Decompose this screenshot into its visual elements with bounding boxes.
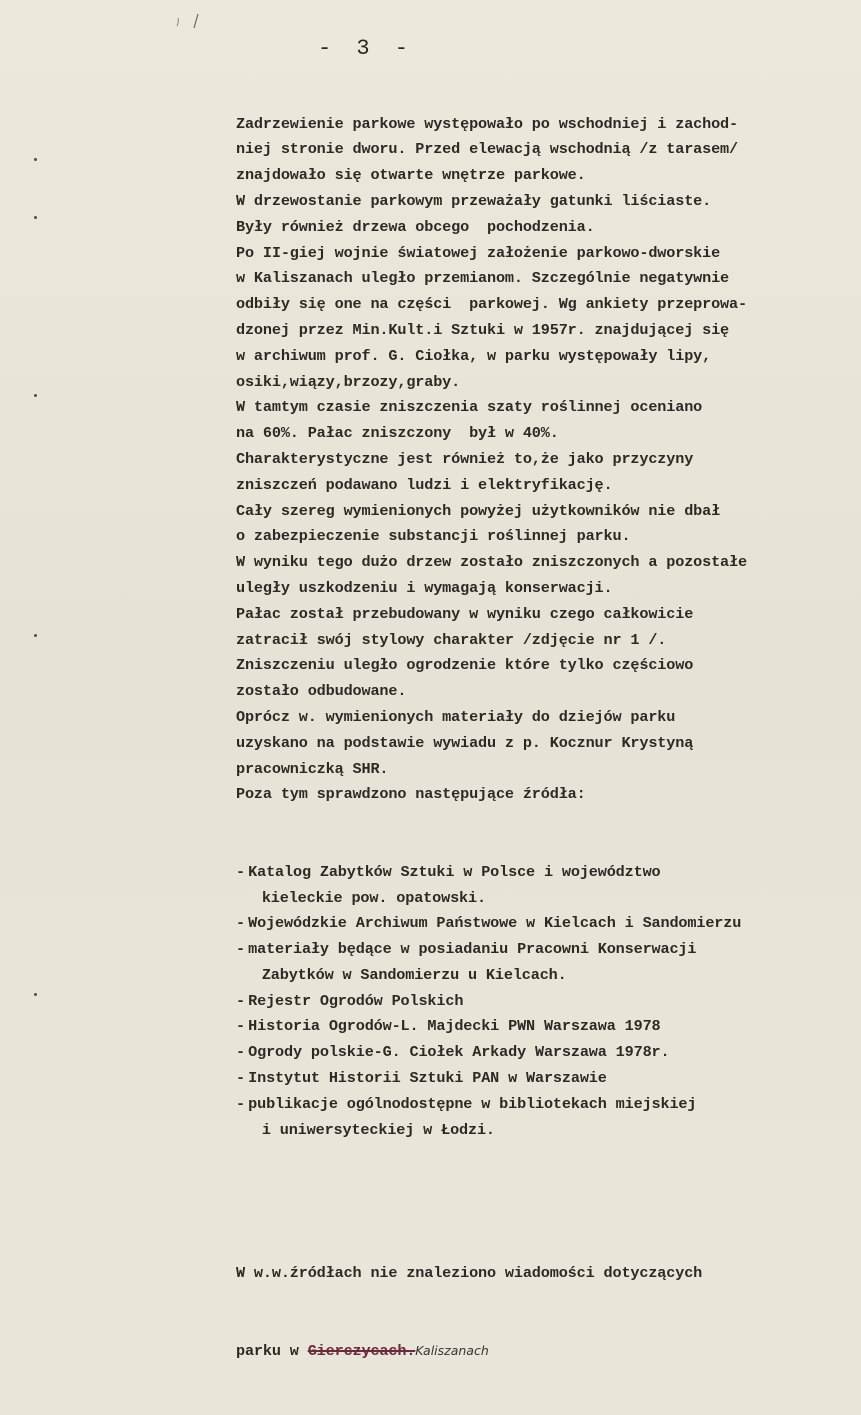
source-item	[236, 989, 846, 1015]
list-dash: -	[236, 862, 245, 881]
margin-dot	[34, 993, 37, 996]
pencil-mark-icon	[174, 12, 200, 34]
text-line: w archiwum prof. G. Ciołka, w parku występowały lipy,	[236, 346, 712, 365]
text-line: W drzewostanie parkowym przeważały gatunki liściaste.	[236, 191, 712, 210]
source-item	[236, 1092, 846, 1118]
source-text: publikacje ogólnodostępne w bibliotekach miejskiej	[248, 1094, 697, 1113]
list-dash: -	[236, 1043, 245, 1062]
typed-body	[236, 60, 846, 1415]
source-continuation	[236, 886, 846, 912]
source-text: materiały będące w posiadaniu Pracowni Konserwacji	[248, 940, 697, 959]
text-line: Zniszczeniu uległo ogrodzenie które tylko częściowo	[236, 656, 694, 675]
text-line: Charakterystyczne jest również to,że jako przyczyny	[236, 449, 694, 468]
source-text: Historia Ogrodów-L. Majdecki PWN Warszawa 1978	[248, 1017, 661, 1036]
text-line: zostało odbudowane.	[236, 682, 407, 701]
text-line: odbiły się one na części parkowej. Wg ankiety przeprowa-	[236, 295, 747, 314]
list-dash: -	[236, 1094, 245, 1113]
margin-dot	[34, 216, 37, 219]
source-continuation	[236, 1118, 846, 1144]
struck-place-name: Gierczycach.	[307, 1342, 416, 1361]
source-text: Wojewódzkie Archiwum Państwowe w Kielcach i Sandomierzu	[248, 914, 742, 933]
source-text: Rejestr Ogrodów Polskich	[248, 991, 464, 1010]
margin-dot	[34, 634, 37, 637]
handwritten-correction: Kaliszanach	[415, 1343, 489, 1359]
sources-list	[236, 860, 846, 1144]
margin-dot	[34, 394, 37, 397]
text-line: W wyniku tego dużo drzew zostało zniszczonych a pozostałe	[236, 553, 747, 572]
text-line: Pałac został przebudowany w wyniku czego całkowicie	[236, 604, 694, 623]
text-line: uzyskano na podstawie wywiadu z p. Kocznur Krystyną	[236, 733, 694, 752]
source-text: Instytut Historii Sztuki PAN w Warszawie	[248, 1069, 607, 1088]
source-item	[236, 1040, 846, 1066]
text-line: Poza tym sprawdzono następujące źródła:	[236, 785, 586, 804]
source-item	[236, 1066, 846, 1092]
text-line: zniszczeń podawano ludzi i elektryfikację.	[236, 475, 613, 494]
main-paragraph	[236, 112, 846, 809]
text-line: uległy uszkodzeniu i wymagają konserwacji.	[236, 578, 613, 597]
closing-line-2	[236, 1338, 846, 1364]
text-line: dzonej przez Min.Kult.i Sztuki w 1957r. znajdującej się	[236, 320, 730, 339]
closing-line-1: W w.w.źródłach nie znaleziono wiadomości dotyczących	[236, 1263, 703, 1282]
source-continuation-text: Zabytków w Sandomierzu u Kielcach.	[261, 965, 567, 984]
source-text: Katalog Zabytków Sztuki w Polsce i województwo	[248, 862, 661, 881]
text-line: zatracił swój stylowy charakter /zdjęcie nr 1 /.	[236, 630, 667, 649]
text-line: pracowniczką SHR.	[236, 759, 389, 778]
text-line: Cały szereg wymienionych powyżej użytkowników nie dbał	[236, 501, 721, 520]
source-item	[236, 860, 846, 886]
text-line: W tamtym czasie zniszczenia szaty roślinnej oceniano	[236, 398, 703, 417]
text-line: Oprócz w. wymienionych materiały do dziejów parku	[236, 707, 676, 726]
list-dash: -	[236, 991, 245, 1010]
source-text: Ogrody polskie-G. Ciołek Arkady Warszawa 1978r.	[248, 1043, 670, 1062]
text-line: niej stronie dworu. Przed elewacją wschodnią /z tarasem/	[236, 140, 738, 159]
list-dash: -	[236, 1069, 245, 1088]
source-item	[236, 937, 846, 963]
list-dash: -	[236, 940, 245, 959]
source-item	[236, 1014, 846, 1040]
source-item	[236, 911, 846, 937]
source-continuation-text: kieleckie pow. opatowski.	[261, 888, 486, 907]
text-line: Zadrzewienie parkowe występowało po wschodniej i zachod-	[236, 114, 738, 133]
source-continuation	[236, 963, 846, 989]
closing-prefix: parku w	[236, 1342, 308, 1361]
page-number: - 3 -	[318, 36, 415, 61]
text-line: znajdowało się otwarte wnętrze parkowe.	[236, 166, 586, 185]
source-continuation-text: i uniwersyteckiej w Łodzi.	[261, 1120, 495, 1139]
text-line: na 60%. Pałac zniszczony był w 40%.	[236, 424, 559, 443]
text-line: osiki,wiązy,brzozy,graby.	[236, 372, 461, 391]
list-dash: -	[236, 914, 245, 933]
text-line: o zabezpieczenie substancji roślinnej parku.	[236, 527, 631, 546]
list-dash: -	[236, 1017, 245, 1036]
text-line: Po II-giej wojnie światowej założenie parkowo-dworskie	[236, 243, 721, 262]
margin-dot	[34, 158, 37, 161]
text-line: Były również drzewa obcego pochodzenia.	[236, 217, 595, 236]
text-line: w Kaliszanach uległo przemianom. Szczególnie negatywnie	[236, 269, 730, 288]
